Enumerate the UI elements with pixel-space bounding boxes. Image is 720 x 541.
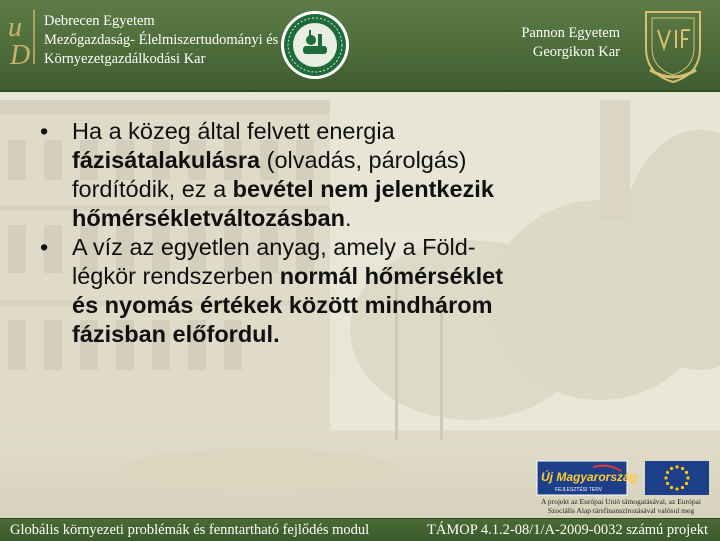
eu-star xyxy=(670,467,673,470)
footer-module-title: Globális környezeti problémák és fenntartható fejlődés modul xyxy=(10,522,370,538)
header-left-line-3: Környezetgazdálkodási Kar xyxy=(44,51,206,67)
faculty-name-right xyxy=(500,24,620,62)
eu-note-line-2: Szociális Alap társfinanszírozásával valósul meg xyxy=(547,506,695,515)
eu-star xyxy=(686,476,689,479)
eu-flag-icon xyxy=(645,461,709,495)
text: fordítódik, ez a xyxy=(72,176,233,202)
footer-bar xyxy=(0,518,720,541)
eu-star xyxy=(685,471,688,474)
eu-star xyxy=(681,467,684,470)
bullet-item xyxy=(40,117,680,233)
um-subtitle: FEJLESZTÉSI TERV xyxy=(555,487,603,493)
eu-star xyxy=(685,482,688,485)
university-crest-icon xyxy=(640,8,706,84)
eu-star xyxy=(670,486,673,489)
bold-text: hőmérsékletváltozásban xyxy=(72,205,345,231)
bold-text: fázisátalakulásra xyxy=(72,147,261,173)
bullet-line xyxy=(72,204,680,233)
uj-magyarorszag-logo-icon xyxy=(537,461,638,495)
content-area xyxy=(40,117,680,349)
bullet-dot: • xyxy=(40,118,49,144)
bullet-line xyxy=(72,291,680,320)
agriculture-seal-icon xyxy=(280,10,350,80)
bold-text: normál hőmérséklet xyxy=(279,263,504,289)
um-title: Új Magyarország xyxy=(541,470,638,484)
bullet-line xyxy=(72,320,680,349)
header-left-line-2: Mezőgazdaság- Élelmiszertudományi és xyxy=(44,32,279,48)
header-left-line-1: Debrecen Egyetem xyxy=(44,13,155,29)
bullet-item xyxy=(40,233,680,349)
eu-star xyxy=(681,486,684,489)
eu-star xyxy=(675,465,678,468)
bullet-line xyxy=(72,233,680,262)
text: (olvadás, párolgás) xyxy=(260,147,467,173)
header-bar xyxy=(0,0,720,92)
bold-text: bevétel nem jelentkezik xyxy=(232,176,494,202)
svg-text:D: D xyxy=(10,40,31,71)
bullet-dot: • xyxy=(40,234,49,260)
eu-star xyxy=(664,476,667,479)
bullet-line xyxy=(72,117,680,146)
text: . xyxy=(344,205,352,231)
text: Ha a közeg által felvett energia xyxy=(72,118,395,144)
eu-funding-note xyxy=(526,497,716,515)
footer-project-id: TÁMOP 4.1.2-08/1/A-2009-0032 számú projekt xyxy=(427,522,708,538)
header-right-line-2: Georgikon Kar xyxy=(532,44,620,60)
header-right-line-1: Pannon Egyetem xyxy=(521,25,620,41)
bullet-line xyxy=(72,146,680,175)
eu-star xyxy=(675,487,678,490)
faculty-name-left xyxy=(44,12,279,69)
text: A víz az egyetlen anyag, amely a Föld- xyxy=(72,234,476,260)
bullet-line xyxy=(72,175,680,204)
eu-star xyxy=(666,482,669,485)
text: légkör rendszerben xyxy=(72,263,280,289)
svg-text:u: u xyxy=(8,12,22,43)
du-logo-icon xyxy=(4,6,40,71)
bold-text: és nyomás értékek között mindhárom xyxy=(72,292,493,318)
eu-star xyxy=(666,471,669,474)
funding-logos xyxy=(537,461,715,497)
bold-text: fázisban előfordul. xyxy=(72,321,280,347)
eu-note-line-1: A projekt az Európai Unió támogatásával, az Európai xyxy=(541,497,701,506)
bullet-line xyxy=(72,262,680,291)
